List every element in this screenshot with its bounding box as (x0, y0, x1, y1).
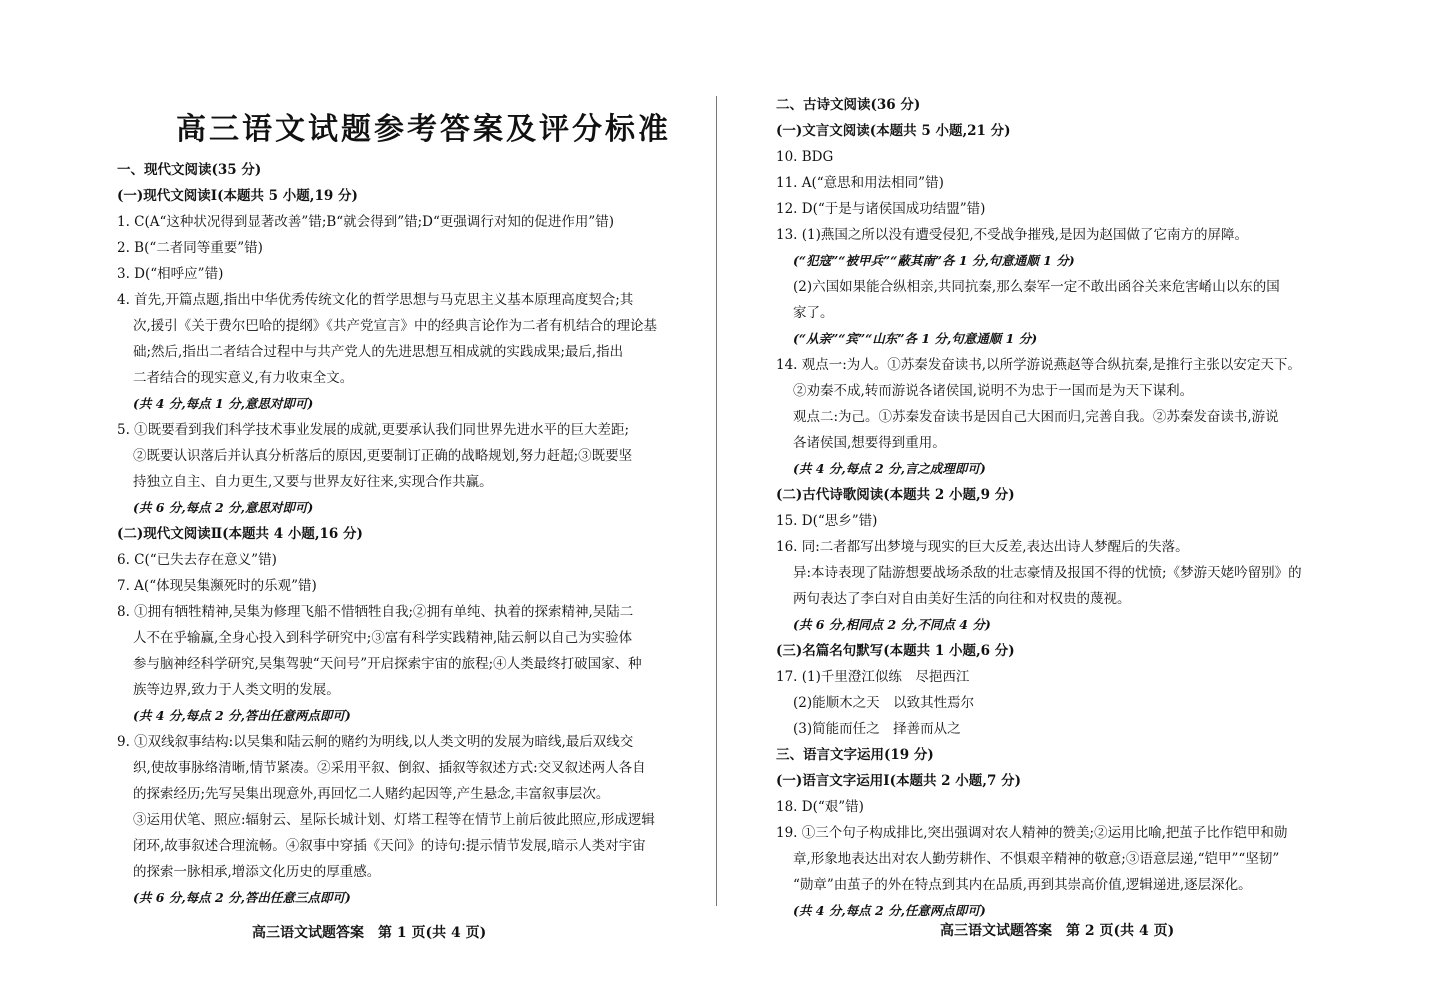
left-text-line: (共 4 分,每点 1 分,意思对即可) (133, 396, 314, 411)
right-text-line: 各诸侯国,想要得到重用。 (793, 435, 946, 451)
left-text-line: 织,使故事脉络清晰,情节紧凑。②采用平叙、倒叙、插叙等叙述方式:交叉叙述两人各自 (133, 760, 646, 776)
left-text-line: 持独立自主、自力更生,又要与世界友好往来,实现合作共赢。 (133, 474, 493, 490)
right-text-line: (共 4 分,每点 2 分,任意两点即可) (793, 903, 986, 918)
left-text-line: 4. 首先,开篇点题,指出中华优秀传统文化的哲学思想与马克思主义基本原理高度契合;其 (117, 292, 634, 308)
right-text-line: (三)名篇名句默写(本题共 1 小题,6 分) (776, 643, 1015, 659)
left-text-line: ②既要认识落后并认真分析落后的原因,更要制订正确的战略规划,努力赶超;③既要坚 (133, 448, 633, 464)
right-text-line: (共 4 分,每点 2 分,言之成理即可) (793, 461, 986, 476)
right-text-line: (“从亲”“宾”“山东”各 1 分,句意通顺 1 分) (793, 331, 1038, 346)
left-text-line: 础;然后,指出二者结合过程中与共产党人的先进思想互相成就的实践成果;最后,指出 (133, 344, 624, 360)
right-text-line: 11. A(“意思和用法相同”错) (776, 175, 944, 191)
page-title: 高三语文试题参考答案及评分标准 (176, 112, 671, 147)
right-text-line: (2)六国如果能合纵相亲,共同抗秦,那么秦军一定不敢出函谷关来危害崤山以东的国 (793, 279, 1280, 295)
right-text-line: 14. 观点一:为人。①苏秦发奋读书,以所学游说燕赵等合纵抗秦,是推行主张以安定天下。 (776, 357, 1301, 373)
right-text-line: (二)古代诗歌阅读(本题共 2 小题,9 分) (776, 487, 1015, 503)
right-text-line: (一)文言文阅读(本题共 5 小题,21 分) (776, 123, 1011, 139)
right-text-line: 13. (1)燕国之所以没有遭受侵犯,不受战争摧残,是因为赵国做了它南方的屏障。 (776, 227, 1248, 243)
right-text-line: 章,形象地表达出对农人勤劳耕作、不惧艰辛精神的敬意;③语意层递,“铠甲”“坚韧” (793, 851, 1280, 867)
left-text-line: 的探索一脉相承,增添文化历史的厚重感。 (133, 864, 381, 880)
page-right (720, 0, 1437, 1002)
left-text-line: 参与脑神经科学研究,吴集驾驶“天问号”开启探索宇宙的旅程;④人类最终打破国家、种 (133, 656, 642, 672)
right-text-line: 两句表达了李白对自由美好生活的向往和对权贵的蔑视。 (793, 591, 1131, 607)
right-text-line: 12. D(“于是与诸侯国成功结盟”错) (776, 201, 986, 217)
left-text-line: (共 6 分,每点 2 分,意思对即可) (133, 500, 314, 515)
right-text-line: 18. D(“艰”错) (776, 799, 864, 815)
left-text-line: 6. C(“已失去存在意义”错) (117, 552, 277, 568)
right-text-line: (2)能顺木之天 以致其性焉尔 (793, 695, 975, 711)
left-text-line: ③运用伏笔、照应:辐射云、星际长城计划、灯塔工程等在情节上前后彼此照应,形成逻辑 (133, 812, 655, 828)
left-text-line: 2. B(“二者同等重要”错) (117, 240, 263, 256)
left-text-line: 8. ①拥有牺牲精神,吴集为修理飞船不惜牺牲自我;②拥有单纯、执着的探索精神,吴陆二 (117, 604, 634, 620)
right-text-line: 异:本诗表现了陆游想要战场杀敌的壮志豪情及报国不得的忧愤;《梦游天姥吟留别》的 (793, 565, 1302, 581)
right-text-line: 家了。 (793, 305, 834, 321)
right-text-line: 15. D(“思乡”错) (776, 513, 878, 529)
right-text-line: 16. 同:二者都写出梦境与现实的巨大反差,表达出诗人梦醒后的失落。 (776, 539, 1189, 555)
page-left (0, 0, 718, 1002)
right-text-line: 19. ①三个句子构成排比,突出强调对农人精神的赞美;②运用比喻,把茧子比作铠甲和勋 (776, 825, 1288, 841)
page-footer-left: 高三语文试题答案 第 1 页(共 4 页) (252, 925, 487, 941)
right-text-line: 二、古诗文阅读(36 分) (776, 97, 921, 113)
left-text-line: 闭环,故事叙述合理流畅。④叙事中穿插《天问》的诗句:提示情节发展,暗示人类对宇宙 (133, 838, 646, 854)
right-text-line: 观点二:为己。①苏秦发奋读书是因自己大困而归,完善自我。②苏秦发奋读书,游说 (793, 409, 1279, 425)
left-text-line: (二)现代文阅读Ⅱ(本题共 4 小题,16 分) (117, 526, 363, 542)
right-text-line: 10. BDG (776, 149, 834, 165)
left-text-line: 族等边界,致力于人类文明的发展。 (133, 682, 340, 698)
right-text-line: (3)简能而任之 择善而从之 (793, 721, 961, 737)
left-text-line: 7. A(“体现吴集濒死时的乐观”错) (117, 578, 317, 594)
left-text-line: 3. D(“相呼应”错) (117, 266, 224, 282)
left-text-line: (共 4 分,每点 2 分,答出任意两点即可) (133, 708, 351, 723)
left-text-line: (共 6 分,每点 2 分,答出任意三点即可) (133, 890, 351, 905)
left-text-line: 次,援引《关于费尔巴哈的提纲》《共产党宣言》中的经典言论作为二者有机结合的理论基 (133, 318, 658, 334)
right-text-line: “勋章”由茧子的外在特点到其内在品质,再到其崇高价值,逻辑递进,逐层深化。 (793, 877, 1252, 893)
left-text-line: 二者结合的现实意义,有力收束全文。 (133, 370, 354, 386)
left-text-line: 5. ①既要看到我们科学技术事业发展的成就,更要承认我们同世界先进水平的巨大差距; (117, 422, 630, 438)
left-text-line: 一、现代文阅读(35 分) (117, 162, 262, 178)
page-divider (716, 96, 717, 906)
right-text-line: (共 6 分,相同点 2 分,不同点 4 分) (793, 617, 991, 632)
page-footer-right: 高三语文试题答案 第 2 页(共 4 页) (940, 923, 1175, 939)
left-text-line: (一)现代文阅读Ⅰ(本题共 5 小题,19 分) (117, 188, 358, 204)
right-text-line: ②劝秦不成,转而游说各诸侯国,说明不为忠于一国而是为天下谋利。 (793, 383, 1194, 399)
right-text-line: (一)语言文字运用Ⅰ(本题共 2 小题,7 分) (776, 773, 1021, 789)
left-text-line: 1. C(A“这种状况得到显著改善”错;B“就会得到”错;D“更强调行对知的促进作用”错) (117, 214, 615, 230)
right-text-line: 17. (1)千里澄江似练 尽挹西江 (776, 669, 970, 685)
left-text-line: 人不在乎输赢,全身心投入到科学研究中;③富有科学实践精神,陆云舸以自己为实验体 (133, 630, 633, 646)
right-text-line: 三、语言文字运用(19 分) (776, 747, 934, 763)
right-text-line: (“犯寇”“被甲兵”“蔽其南”各 1 分,句意通顺 1 分) (793, 253, 1075, 268)
left-text-line: 9. ①双线叙事结构:以吴集和陆云舸的赌约为明线,以人类文明的发展为暗线,最后双线交 (117, 734, 634, 750)
left-text-line: 的探索经历;先写吴集出现意外,再回忆二人赌约起因等,产生悬念,丰富叙事层次。 (133, 786, 610, 802)
